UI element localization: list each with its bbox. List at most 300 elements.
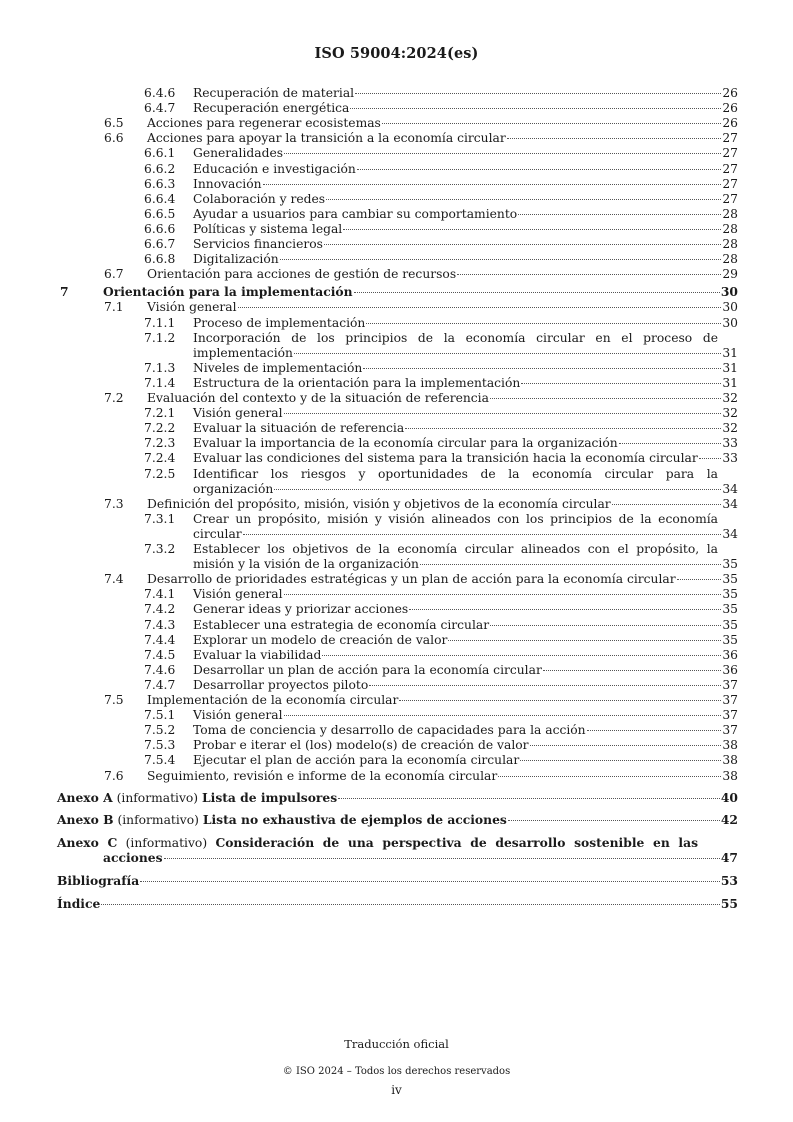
dot-leader — [140, 881, 720, 882]
toc-entry-number: 6.4.6 — [144, 86, 176, 100]
dot-leader — [284, 594, 722, 595]
annex-title-line — [57, 790, 738, 806]
toc-entry-title: Políticas y sistema legal — [193, 221, 343, 236]
dot-leader — [521, 383, 721, 384]
dot-leader — [338, 798, 720, 799]
dot-leader — [294, 353, 721, 354]
toc-entry-number: 7.1.4 — [144, 375, 176, 390]
toc-entry-number: 7.1.2 — [144, 330, 176, 345]
dot-leader — [520, 760, 721, 761]
toc-entry-title-line — [147, 130, 738, 146]
toc-entry[interactable] — [0, 100, 793, 116]
toc-entry-page: 26 — [722, 86, 738, 100]
toc-entry-title: Educación e investigación — [193, 161, 356, 176]
toc-entry-title-line — [193, 191, 738, 207]
toc-entry-title-line — [193, 345, 738, 361]
toc-entry-title-line — [193, 236, 738, 252]
toc-entry-title-line — [193, 466, 738, 482]
toc-entry-title: Acciones para apoyar la transición a la economía circular — [147, 131, 506, 146]
toc-entry-number: 7.5.4 — [144, 753, 176, 768]
toc-entry-number: 7.4.4 — [144, 632, 176, 647]
dot-leader — [284, 715, 722, 716]
dot-leader — [324, 244, 721, 245]
toc-entry-number: 6.6.6 — [144, 221, 176, 236]
toc-entry-title-line — [193, 481, 738, 497]
toc-entry-title-line — [193, 85, 738, 101]
toc-entry-title: Desarrollar proyectos piloto — [193, 677, 369, 692]
backmatter-page: 53 — [720, 872, 738, 888]
toc-entry-number: 7.2.2 — [144, 421, 176, 436]
toc-entry-title-line — [193, 586, 738, 602]
toc-entry-number: 6.4.7 — [144, 101, 176, 116]
annex-entry-continuation[interactable] — [0, 850, 793, 866]
toc-entry-page: 38 — [722, 768, 738, 783]
toc-entry[interactable] — [0, 115, 793, 131]
toc-entry-title: Evaluar las condiciones del sistema para la transición hacia la economía circular — [193, 451, 698, 466]
toc-entry[interactable] — [0, 161, 793, 177]
toc-entry-title-line — [193, 511, 738, 527]
dot-leader — [284, 153, 721, 154]
toc-entry-title-line — [147, 692, 738, 708]
toc-entry-page: 34 — [722, 481, 738, 496]
dot-leader — [164, 858, 720, 859]
toc-entry-page: 35 — [722, 557, 738, 572]
toc-entry-title: Niveles de implementación — [193, 360, 363, 375]
toc-entry-number: 7.3.1 — [144, 511, 176, 526]
annex-entry[interactable] — [0, 812, 793, 828]
annex-title-line — [57, 812, 738, 828]
toc-entry-title-line — [193, 405, 738, 421]
dot-leader — [382, 123, 721, 124]
annex-label: Anexo C — [57, 835, 118, 850]
toc-entry-title: Identificar los riesgos y oportunidades de la economía circular para la — [193, 466, 718, 481]
toc-entry[interactable] — [0, 299, 793, 315]
toc-entry-page: 33 — [722, 451, 738, 466]
toc-entry-title: Ayudar a usuarios para cambiar su comportamiento — [193, 206, 518, 221]
toc-entry-number: 7.4.6 — [144, 662, 176, 677]
toc-entry-page: 32 — [722, 421, 738, 436]
dot-leader — [699, 458, 722, 459]
toc-entry-number: 7.1.1 — [144, 315, 176, 330]
dot-leader — [405, 428, 721, 429]
toc-entry-title-line — [103, 284, 738, 300]
annex-page: 40 — [720, 789, 738, 805]
toc-entry-number: 7.1.3 — [144, 360, 176, 375]
annex-kind: (informativo) — [125, 836, 208, 850]
toc-entry-title-line — [193, 161, 738, 177]
toc-entry-title-continued: implementación — [193, 345, 293, 360]
toc-entry-page: 35 — [722, 632, 738, 647]
dot-leader — [326, 199, 721, 200]
toc-entry[interactable] — [0, 236, 793, 252]
toc-entry[interactable] — [0, 405, 793, 421]
toc-entry-title: Toma de conciencia y desarrollo de capacidades para la acción — [193, 723, 586, 738]
dot-leader — [677, 579, 722, 580]
toc-entry-title-line — [193, 435, 738, 451]
toc-entry-title-line — [147, 768, 738, 784]
toc-entry-page: 32 — [722, 391, 738, 405]
toc-entry-title: Estructura de la orientación para la implementación — [193, 375, 521, 390]
toc-entry-page: 28 — [722, 206, 738, 221]
dot-leader — [101, 904, 720, 905]
toc-entry-page: 36 — [722, 662, 738, 677]
toc-entry-number: 7.5 — [104, 693, 124, 707]
dot-leader — [366, 323, 721, 324]
toc-entry-number: 7.2.5 — [144, 466, 176, 481]
toc-entry[interactable] — [0, 176, 793, 192]
toc-entry-title: Evaluación del contexto y de la situación de referencia — [147, 391, 489, 405]
toc-entry-page: 35 — [722, 587, 738, 602]
toc-entry-title-line — [193, 526, 738, 542]
toc-entry-title: Visión general — [193, 406, 283, 421]
toc-entry-title: Evaluar la importancia de la economía circular para la organización — [193, 436, 618, 451]
toc-entry-page: 38 — [722, 753, 738, 768]
dot-leader — [612, 504, 722, 505]
toc-entry[interactable] — [0, 617, 793, 633]
toc-entry[interactable] — [0, 496, 793, 512]
toc-entry-number: 6.6.3 — [144, 176, 176, 191]
toc-entry-title: Orientación para acciones de gestión de recursos — [147, 267, 457, 282]
toc-entry-number: 7.4 — [104, 572, 124, 587]
toc-entry-number: 7.5.2 — [144, 723, 176, 738]
toc-entry-title-line — [193, 737, 738, 753]
toc-entry-title-line — [193, 556, 738, 572]
toc-entry-page: 27 — [722, 131, 738, 146]
toc-entry-title-line — [147, 266, 738, 282]
toc-entry-title: Proceso de implementación — [193, 315, 366, 330]
dot-leader — [322, 655, 721, 656]
toc-entry[interactable] — [0, 130, 793, 146]
toc-entry[interactable] — [0, 315, 793, 331]
toc-entry-title: Innovación — [193, 176, 262, 191]
toc-entry[interactable] — [0, 330, 793, 346]
toc-entry[interactable] — [0, 707, 793, 723]
annex-heading — [57, 835, 738, 851]
toc-entry-continuation[interactable] — [0, 481, 793, 497]
backmatter-title-line — [57, 896, 738, 912]
toc-entry-number: 7.5.3 — [144, 738, 176, 753]
annex-heading — [57, 790, 338, 806]
toc-entry-title: Desarrollo de prioridades estratégicas y un plan de acción para la economía circular — [147, 572, 676, 587]
toc-entry[interactable] — [0, 541, 793, 557]
toc-entry[interactable] — [0, 586, 793, 602]
toc-entry[interactable] — [0, 145, 793, 161]
toc-entry-title-line — [193, 450, 738, 466]
toc-entry-title-line — [193, 601, 738, 617]
backmatter-page: 55 — [720, 895, 738, 911]
dot-leader — [490, 625, 721, 626]
toc-entry-title-line — [193, 752, 738, 768]
annex-entry[interactable] — [0, 835, 793, 851]
toc-entry-number: 6.7 — [104, 267, 124, 282]
toc-entry[interactable] — [0, 571, 793, 587]
toc-entry[interactable] — [0, 511, 793, 527]
toc-entry-continuation[interactable] — [0, 556, 793, 572]
toc-entry-title-line — [193, 632, 738, 648]
toc-entry[interactable] — [0, 360, 793, 376]
toc-entry-page: 28 — [722, 252, 738, 267]
toc-entry-number: 7.2.1 — [144, 406, 176, 421]
dot-leader — [508, 820, 720, 821]
document-header: ISO 59004:2024(es) — [314, 45, 479, 62]
dot-leader — [498, 776, 721, 777]
toc-entry-page: 37 — [722, 723, 738, 738]
annex-title: Consideración de una perspectiva de desarrollo sostenible en las — [215, 835, 698, 850]
dot-leader — [490, 398, 721, 399]
toc-entry-number: 6.6.8 — [144, 252, 176, 267]
toc-entry-number: 6.6.2 — [144, 161, 176, 176]
toc-entry-title: Generar ideas y priorizar acciones — [193, 602, 409, 617]
annex-page: 47 — [720, 850, 738, 866]
dot-leader — [354, 292, 720, 293]
toc-entry-title-line — [193, 375, 738, 391]
toc-entry-continuation[interactable] — [0, 345, 793, 361]
annex-kind: (informativo) — [117, 813, 199, 828]
toc-entry-title-line — [193, 677, 738, 693]
toc-entry-page: 31 — [722, 345, 738, 360]
annex-label: Anexo A — [57, 789, 113, 805]
dot-leader — [357, 169, 722, 170]
toc-entry-page: 36 — [722, 647, 738, 662]
toc-entry[interactable] — [0, 737, 793, 753]
toc-entry[interactable] — [0, 221, 793, 237]
dot-leader — [530, 745, 722, 746]
annex-title: Lista no exhaustiva de ejemplos de acciones — [202, 812, 507, 828]
dot-leader — [363, 368, 721, 369]
dot-leader — [507, 138, 722, 139]
backmatter-title: Índice — [57, 895, 101, 911]
toc-entry-number: 7.4.5 — [144, 647, 176, 662]
toc-entry-title: Visión general — [147, 300, 237, 315]
dot-leader — [518, 214, 721, 215]
toc-entry[interactable] — [0, 266, 793, 282]
toc-entry-number: 7 — [60, 284, 69, 300]
toc-entry-page: 35 — [722, 602, 738, 617]
toc-entry-title: Incorporación de los principios de la economía circular en el proceso de — [193, 330, 718, 345]
toc-entry-continuation[interactable] — [0, 526, 793, 542]
toc-entry[interactable] — [0, 375, 793, 391]
toc-entry-number: 6.6 — [104, 131, 124, 146]
toc-entry-title-line — [193, 176, 738, 192]
toc-entry-title: Definición del propósito, misión, visión y objetivos de la economía circular — [147, 496, 611, 511]
toc-entry-title: Recuperación de material — [193, 86, 355, 100]
toc-entry-page: 27 — [722, 146, 738, 161]
toc-entry[interactable] — [0, 420, 793, 436]
toc-entry-title: Establecer una estrategia de economía circular — [193, 617, 490, 632]
annex-label: Anexo B — [57, 812, 114, 828]
toc-entry-title: Generalidades — [193, 146, 284, 161]
toc-entry[interactable] — [0, 284, 793, 300]
backmatter-title-line — [57, 873, 738, 889]
toc-entry-title-line — [147, 390, 738, 406]
annex-title: Lista de impulsores — [202, 789, 338, 805]
toc-entry-page: 27 — [722, 161, 738, 176]
toc-entry-number: 6.6.1 — [144, 146, 176, 161]
toc-entry-number: 6.6.5 — [144, 206, 176, 221]
copyright-notice: © ISO 2024 – Todos los derechos reservados — [282, 1066, 511, 1077]
toc-entry-page: 37 — [722, 677, 738, 692]
toc-entry[interactable] — [0, 466, 793, 482]
toc-entry-page: 29 — [722, 267, 738, 282]
toc-entry-title-line — [193, 707, 738, 723]
toc-entry-number: 7.2.4 — [144, 451, 176, 466]
toc-entry-number: 7.1 — [104, 300, 124, 315]
annex-title-line — [103, 850, 738, 866]
toc-entry-title-line — [147, 115, 738, 131]
toc-entry[interactable] — [0, 191, 793, 207]
toc-entry-title: Digitalización — [193, 252, 279, 267]
toc-entry-title: Desarrollar un plan de acción para la economía circular — [193, 662, 542, 677]
toc-entry-page: 35 — [722, 617, 738, 632]
dot-leader — [420, 564, 721, 565]
toc-entry-title: Visión general — [193, 708, 283, 723]
dot-leader — [350, 108, 721, 109]
toc-entry-title-line — [147, 496, 738, 512]
toc-entry-title-line — [193, 251, 738, 267]
toc-entry[interactable] — [0, 206, 793, 222]
toc-entry[interactable] — [0, 752, 793, 768]
toc-entry[interactable] — [0, 601, 793, 617]
toc-entry-number: 7.2.3 — [144, 436, 176, 451]
dot-leader — [448, 640, 721, 641]
toc-entry-title-line — [193, 145, 738, 161]
toc-entry-title-line — [193, 617, 738, 633]
dot-leader — [280, 259, 722, 260]
toc-entry-title: Ejecutar el plan de acción para la economía circular — [193, 753, 520, 768]
toc-entry-page: 30 — [722, 300, 738, 315]
toc-entry-title: Evaluar la situación de referencia — [193, 421, 405, 436]
toc-entry-title-line — [193, 360, 738, 376]
toc-entry[interactable] — [0, 768, 793, 784]
toc-entry-page: 28 — [722, 237, 738, 251]
annex-entry[interactable] — [0, 790, 793, 806]
dot-leader — [243, 534, 722, 535]
toc-entry[interactable] — [0, 450, 793, 466]
toc-entry-number: 6.6.7 — [144, 237, 176, 251]
toc-entry-number: 7.2 — [104, 391, 124, 405]
toc-entry-title-continued: organización — [193, 481, 274, 496]
toc-entry-title-line — [193, 330, 738, 346]
annex-page: 42 — [720, 812, 738, 828]
toc-entry-page: 34 — [722, 496, 738, 511]
annex-title-continued: acciones — [103, 850, 163, 866]
toc-entry-title: Recuperación energética — [193, 101, 350, 116]
toc-entry-number: 7.4.1 — [144, 587, 176, 602]
dot-leader — [274, 489, 721, 490]
dot-leader — [369, 685, 721, 686]
toc-entry-title: Orientación para la implementación — [103, 284, 353, 300]
toc-entry-title-continued: circular — [193, 526, 242, 541]
toc-entry[interactable] — [0, 647, 793, 663]
dot-leader — [263, 184, 722, 185]
toc-entry-page: 32 — [722, 406, 738, 421]
toc-entry-page: 31 — [722, 360, 738, 375]
toc-entry-number: 7.5.1 — [144, 708, 176, 723]
toc-entry-title-line — [193, 221, 738, 237]
toc-entry-title-line — [193, 541, 738, 557]
dot-leader — [587, 730, 722, 731]
toc-entry-title: Colaboración y redes — [193, 191, 326, 206]
toc-entry-page: 27 — [722, 176, 738, 191]
toc-entry-title-line — [193, 206, 738, 222]
toc-entry-page: 28 — [722, 221, 738, 236]
toc-entry[interactable] — [0, 251, 793, 267]
toc-entry[interactable] — [0, 692, 793, 708]
toc-entry-title-line — [193, 662, 738, 678]
toc-entry-number: 7.3.2 — [144, 542, 176, 556]
toc-entry-page: 38 — [722, 738, 738, 753]
toc-entry-title: Seguimiento, revisión e informe de la economía circular — [147, 768, 498, 783]
dot-leader — [619, 443, 722, 444]
annex-title-line — [57, 835, 738, 851]
annex-kind: (informativo) — [116, 790, 199, 805]
toc-entry[interactable] — [0, 677, 793, 693]
toc-entry-title-line — [193, 100, 738, 116]
toc-entry-page: 26 — [722, 101, 738, 116]
dot-leader — [238, 307, 722, 308]
dot-leader — [409, 609, 721, 610]
toc-entry-number: 7.4.7 — [144, 677, 176, 692]
toc-entry-number: 7.3 — [104, 496, 124, 511]
toc-entry[interactable] — [0, 662, 793, 678]
toc-entry[interactable] — [0, 390, 793, 406]
toc-entry-page: 27 — [722, 191, 738, 206]
toc-entry-title-line — [193, 722, 738, 738]
dot-leader — [399, 700, 721, 701]
annex-heading — [57, 812, 508, 828]
toc-entry-title: Implementación de la economía circular — [147, 693, 399, 707]
toc-entry-title: Explorar un modelo de creación de valor — [193, 632, 448, 647]
toc-entry[interactable] — [0, 85, 793, 101]
toc-entry-page: 35 — [722, 572, 738, 587]
toc-entry-page: 37 — [722, 693, 738, 707]
toc-entry-title-continued: misión y la visión de la organización — [193, 557, 419, 572]
dot-leader — [543, 670, 722, 671]
toc-entry-title-line — [193, 647, 738, 663]
toc-entry-title-line — [193, 315, 738, 331]
backmatter-title: Bibliografía — [57, 872, 140, 888]
translation-note: Traducción oficial — [344, 1037, 449, 1051]
toc-entry-number: 6.6.4 — [144, 191, 176, 206]
toc-entry-title: Probar e iterar el (los) modelo(s) de creación de valor — [193, 738, 529, 753]
toc-entry-title-line — [193, 420, 738, 436]
toc-entry-number: 7.4.3 — [144, 617, 176, 632]
toc-entry-title: Acciones para regenerar ecosistemas — [147, 116, 381, 131]
toc-entry-page: 33 — [722, 436, 738, 451]
toc-entry-page: 37 — [722, 708, 738, 723]
toc-entry-title: Visión general — [193, 587, 283, 602]
toc-entry[interactable] — [0, 722, 793, 738]
toc-entry-page: 34 — [722, 526, 738, 541]
dot-leader — [284, 413, 722, 414]
toc-entry-page: 31 — [722, 375, 738, 390]
backmatter-entry[interactable] — [0, 896, 793, 912]
toc-entry-page: 30 — [720, 284, 738, 300]
toc-entry-number: 7.4.2 — [144, 602, 176, 617]
dot-leader — [355, 93, 721, 94]
toc-entry-title: Evaluar la viabilidad — [193, 647, 322, 662]
dot-leader — [343, 229, 721, 230]
toc-entry[interactable] — [0, 435, 793, 451]
dot-leader — [457, 274, 721, 275]
toc-entry-title: Servicios financieros — [193, 237, 323, 251]
toc-entry[interactable] — [0, 632, 793, 648]
toc-entry-title: Crear un propósito, misión y visión alineados con los principios de la economía — [193, 511, 718, 526]
toc-entry-title-line — [147, 299, 738, 315]
backmatter-entry[interactable] — [0, 873, 793, 889]
toc-entry-title: Establecer los objetivos de la economía circular alineados con el propósito, la — [193, 542, 718, 556]
toc-entry-number: 7.6 — [104, 768, 124, 783]
